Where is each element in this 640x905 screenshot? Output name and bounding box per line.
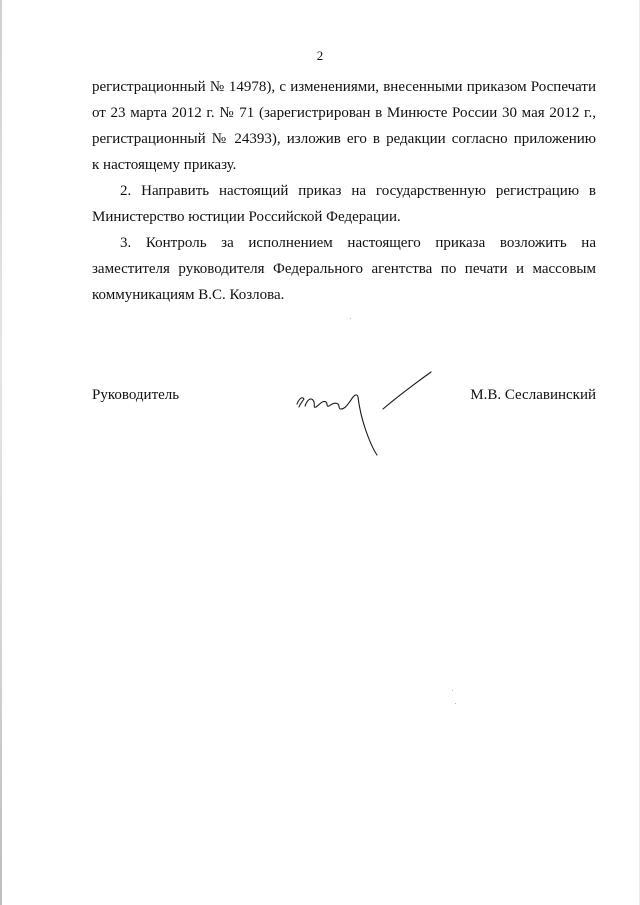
- paragraph-2-line: 2. Направить настоящий приказ на государственную регистрацию в: [120, 183, 596, 199]
- paragraph-3-line: заместителя руководителя Федерального агентства по печати и массовым: [92, 261, 596, 277]
- paragraph-3-line: 3. Контроль за исполнением настоящего приказа возложить на: [120, 235, 596, 251]
- paragraph-3-line: коммуникациям В.С. Козлова.: [92, 287, 285, 303]
- paragraph-3: [92, 230, 596, 308]
- paragraph-1: [92, 74, 596, 178]
- paragraph-2: [92, 178, 596, 230]
- handwritten-signature: [285, 366, 435, 461]
- scan-speck: [350, 318, 351, 319]
- scan-speck: [455, 703, 456, 704]
- page-left-edge: [0, 0, 2, 905]
- page-number: 2: [316, 48, 324, 63]
- paragraph-1-line: регистрационный № 24393), изложив его в редакции согласно приложению: [92, 131, 596, 147]
- paragraph-1-line: к настоящему приказу.: [92, 157, 237, 173]
- paragraph-1-line: регистрационный № 14978), с изменениями, внесенными приказом Роспечати: [92, 79, 596, 95]
- signature-role: Руководитель: [92, 387, 180, 403]
- document-body: [92, 74, 596, 308]
- paragraph-2-line: Министерство юстиции Российской Федерации.: [92, 209, 401, 225]
- paragraph-1-line: от 23 марта 2012 г. № 71 (зарегистрирован в Минюсте России 30 мая 2012 г.,: [92, 105, 596, 121]
- signature-name: М.В. Сеславинский: [470, 387, 596, 403]
- scan-speck: [452, 690, 453, 691]
